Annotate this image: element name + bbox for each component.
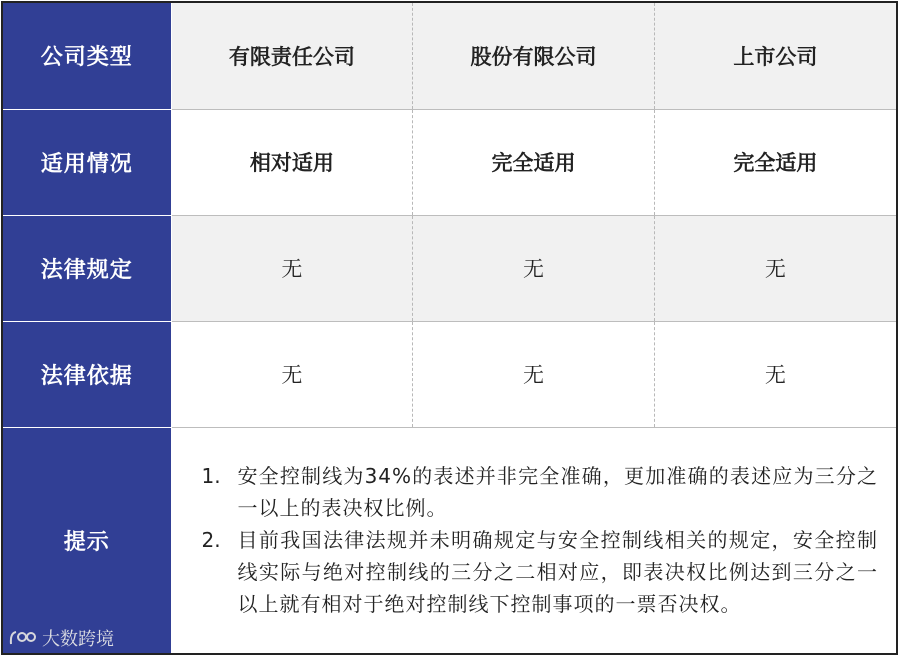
table-cell: 无 (413, 321, 655, 427)
row-label-company-type: 公司类型 (3, 3, 171, 109)
list-item (202, 524, 879, 620)
table-cell: 无 (654, 215, 896, 321)
tip-text: 安全控制线为34%的表述并非完全准确，更加准确的表述应为三分之一以上的表决权比例。 (237, 464, 878, 521)
header-row (3, 3, 896, 109)
header-joint-stock: 股份有限公司 (413, 3, 655, 109)
tip-number: 1. (201, 464, 221, 489)
row-label-legal-basis: 法律依据 (3, 321, 171, 427)
header-listed: 上市公司 (654, 3, 896, 109)
table-cell: 无 (654, 321, 896, 427)
table-cell: 无 (413, 215, 655, 321)
tip-row (3, 427, 896, 653)
table-cell: 完全适用 (413, 109, 655, 215)
list-item (202, 460, 879, 524)
header-llc: 有限责任公司 (171, 3, 413, 109)
company-type-table (3, 3, 896, 653)
table-cell: 无 (171, 321, 413, 427)
row-label-legal-provision: 法律规定 (3, 215, 171, 321)
comparison-table-frame (1, 1, 898, 655)
row-label-applicability: 适用情况 (3, 109, 171, 215)
table-cell: 无 (171, 215, 413, 321)
tip-number: 2. (201, 528, 221, 553)
table-row (3, 109, 896, 215)
tip-content (171, 427, 896, 653)
table-row (3, 321, 896, 427)
row-label-tip: 提示 (3, 427, 171, 653)
tip-text: 目前我国法律法规并未明确规定与安全控制线相关的规定，安全控制线实际与绝对控制线的三分之二相对应，即表决权比例达到三分之一以上就有相对于绝对控制线下控制事项的一票否决权。 (237, 528, 878, 617)
table-row (3, 215, 896, 321)
table-cell: 相对适用 (171, 109, 413, 215)
table-cell: 完全适用 (654, 109, 896, 215)
watermark-logo-icon (8, 629, 38, 647)
watermark (8, 625, 114, 651)
watermark-text: 大数跨境 (42, 629, 114, 650)
tip-list (202, 460, 879, 620)
